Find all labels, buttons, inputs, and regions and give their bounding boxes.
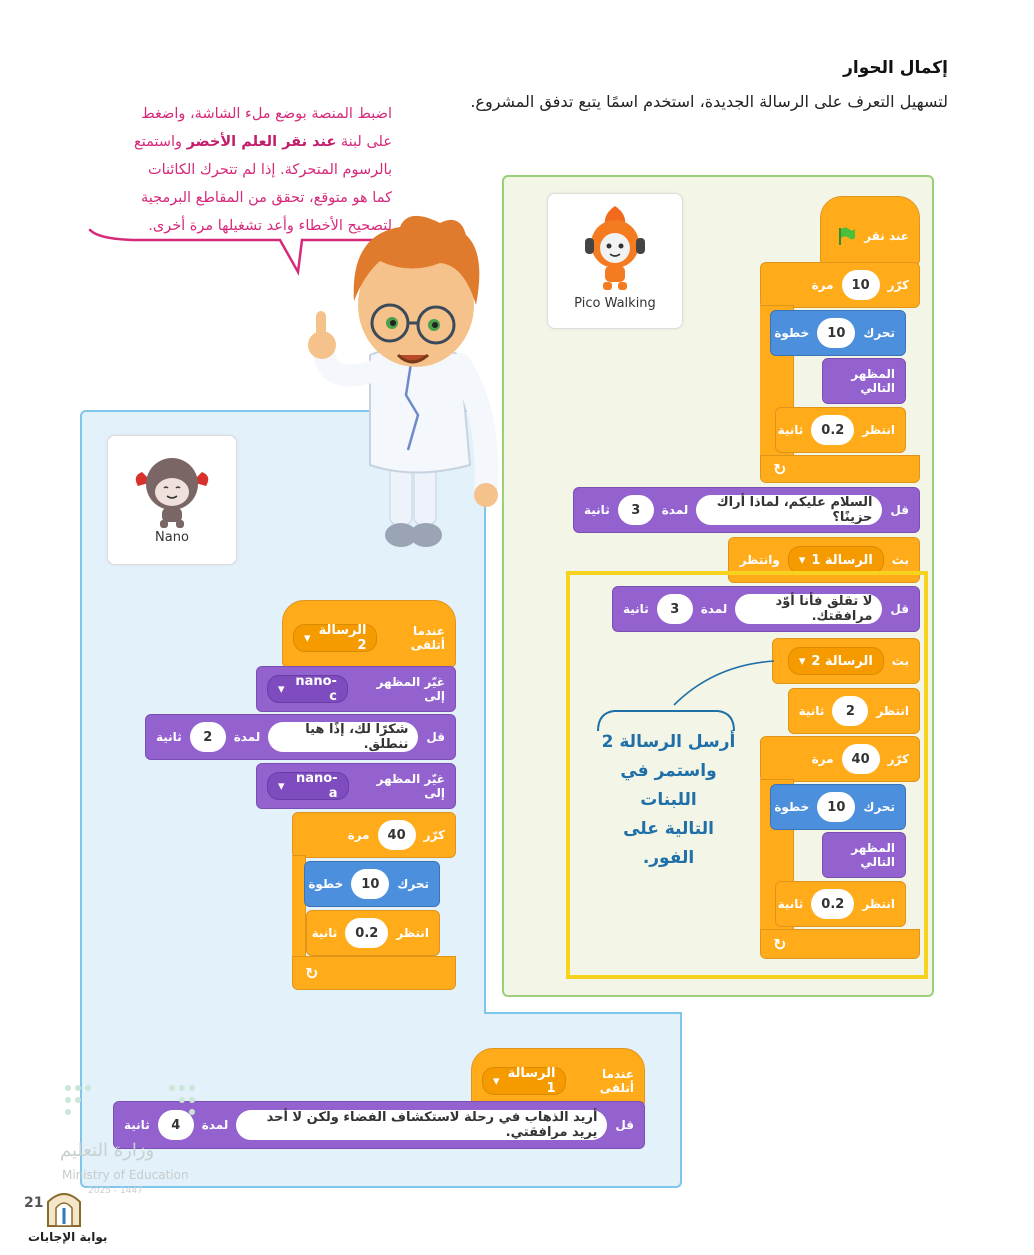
nano-say-for-secs-block-1[interactable]: قل شكرًا لك، إذًا هيا ننطلق. لمدة 2 ثانية	[145, 714, 456, 760]
switch-costume-block-2[interactable]: غيّر المظهر إلى nano-a ▾	[256, 763, 456, 809]
move-steps-block-1[interactable]: تحرك 10 خطوة	[770, 310, 906, 356]
tip-line-5: لتصحيح الأخطاء وأعد تشغيلها مرة أخرى.	[148, 218, 392, 234]
nano-say-text-2[interactable]: أريد الذهاب في رحلة لاستكشاف الفضاء ولكن لا أحد يريد مرافقتي.	[236, 1110, 607, 1140]
boy-character-illustration	[290, 205, 530, 565]
wait-secs-3[interactable]: 0.2	[811, 889, 854, 919]
nano-say-for-secs-block-2[interactable]: قل أريد الذهاب في رحلة لاستكشاف الفضاء ولكن لا أحد يريد مرافقتي. لمدة 4 ثانية	[113, 1101, 645, 1149]
nano-sprite-name: Nano	[155, 530, 189, 545]
tip-line-4: كما هو متوقع، تحقق من المقاطع البرمجية	[140, 190, 392, 206]
chevron-down-icon: ▾	[798, 552, 806, 568]
move-steps-1[interactable]: 10	[817, 318, 855, 348]
nano-repeat-end	[292, 956, 456, 990]
ministry-name-ar: وزارة التعليم	[60, 1140, 155, 1161]
section-description: لتسهيل التعرف على الرسالة الجديدة، استخدم اسمًا يتبع تدفق المشروع.	[470, 92, 948, 111]
section-title: إكمال الحوار	[843, 58, 948, 78]
repeat-block-1[interactable]: كرّر 10 مرة	[760, 262, 920, 308]
nano-sprite-icon	[130, 446, 214, 530]
costume-dropdown-2[interactable]: nano-a ▾	[267, 772, 349, 800]
next-costume-block-1[interactable]: المظهر التالي	[822, 358, 906, 404]
callout-note: أرسل الرسالة 2 واستمر في اللبنات التالية على الفور.	[601, 732, 736, 868]
nano-say-secs-2[interactable]: 4	[158, 1110, 194, 1140]
edition-year: 2025 - 1447	[88, 1186, 143, 1196]
loop-arrow-icon: ↻	[773, 934, 787, 954]
tip-line-3: بالرسوم المتحركة. إذا لم تتحرك الكائنات	[147, 162, 392, 178]
nano-wait-block[interactable]: انتظر 0.2 ثانية	[306, 910, 440, 956]
chevron-down-icon: ▾	[493, 1073, 500, 1089]
costume-dropdown-1[interactable]: nano-c ▾	[267, 675, 348, 703]
receive-message-dropdown-2[interactable]: الرسالة 1 ▾	[482, 1067, 566, 1095]
chevron-down-icon: ▾	[278, 681, 285, 697]
say-for-secs-block-2[interactable]: قل لا تقلق فأنا أوّد مرافقتك. لمدة 3 ثانية	[612, 586, 920, 632]
tip-line-1: اضبط المنصة بوضع ملء الشاشة، واضغط	[141, 106, 392, 122]
chevron-down-icon: ▾	[798, 653, 806, 669]
loop-arrow-icon: ↻	[773, 459, 787, 479]
wait-block-2[interactable]: انتظر 2 ثانية	[788, 688, 920, 734]
pico-sprite-icon	[575, 204, 655, 294]
repeat-end-2	[760, 929, 920, 959]
site-name: بوابة الإجابات	[28, 1230, 108, 1244]
broadcast-message-dropdown-1[interactable]: الرسالة 1 ▾	[788, 546, 884, 574]
move-steps-2[interactable]: 10	[817, 792, 855, 822]
wait-secs-2[interactable]: 2	[832, 696, 868, 726]
loop-arrow-icon: ↻	[305, 963, 319, 983]
say-secs-2[interactable]: 3	[657, 594, 693, 624]
wait-secs-1[interactable]: 0.2	[811, 415, 854, 445]
switch-costume-block-1[interactable]: غيّر المظهر إلى nano-c ▾	[256, 666, 456, 712]
note-callout-line	[594, 655, 784, 735]
answers-portal-logo-icon	[44, 1186, 84, 1228]
say-secs-1[interactable]: 3	[618, 495, 654, 525]
ministry-name-en: Ministry of Education	[62, 1168, 189, 1182]
say-text-1[interactable]: السلام عليكم، لماذا أراك حزينًا؟	[696, 495, 882, 525]
nano-say-secs-1[interactable]: 2	[190, 722, 226, 752]
green-flag-icon	[836, 226, 856, 246]
chevron-down-icon: ▾	[278, 778, 285, 794]
broadcast-message-dropdown-2[interactable]: الرسالة 2 ▾	[788, 647, 884, 675]
repeat-block-2[interactable]: كرّر 40 مرة	[760, 736, 920, 782]
when-i-receive-block-1[interactable]: عندما أتلقى الرسالة 2 ▾	[282, 600, 456, 668]
page-number: 21	[24, 1195, 44, 1211]
repeat-end-1	[760, 455, 920, 483]
nano-move-steps-block[interactable]: تحرك 10 خطوة	[304, 861, 440, 907]
nano-repeat-count[interactable]: 40	[378, 820, 416, 850]
nano-say-text-1[interactable]: شكرًا لك، إذًا هيا ننطلق.	[268, 722, 418, 752]
chevron-down-icon: ▾	[304, 630, 311, 646]
pico-sprite-name: Pico Walking	[574, 296, 656, 311]
nano-repeat-block[interactable]: كرّر 40 مرة	[292, 812, 456, 858]
broadcast-and-wait-block[interactable]: بث الرسالة 1 ▾ وانتظر	[728, 537, 920, 583]
repeat-count-1[interactable]: 10	[842, 270, 880, 300]
nano-move-steps[interactable]: 10	[351, 869, 389, 899]
wait-block-1[interactable]: انتظر 0.2 ثانية	[775, 407, 906, 453]
wait-block-3[interactable]: انتظر 0.2 ثانية	[775, 881, 906, 927]
nano-wait-secs[interactable]: 0.2	[345, 918, 388, 948]
say-for-secs-block-1[interactable]: قل السلام عليكم، لماذا أراك حزينًا؟ لمدة 3 ثانية	[573, 487, 920, 533]
sprite-card-pico[interactable]	[547, 193, 683, 329]
sprite-card-nano[interactable]	[107, 435, 237, 565]
tip-line-2: على لبنة عند نقر العلم الأخضر واستمتع	[133, 134, 392, 150]
when-flag-clicked-block[interactable]: عند نقر	[820, 196, 920, 266]
broadcast-block[interactable]: بث الرسالة 2 ▾	[772, 638, 920, 684]
when-i-receive-block-2[interactable]: عندما أتلقى الرسالة 1 ▾	[471, 1048, 645, 1108]
next-costume-block-2[interactable]: المظهر التالي	[822, 832, 906, 878]
receive-message-dropdown-1[interactable]: الرسالة 2 ▾	[293, 624, 377, 652]
ministry-logo-dots	[62, 1082, 198, 1124]
repeat-count-2[interactable]: 40	[842, 744, 880, 774]
say-text-2[interactable]: لا تقلق فأنا أوّد مرافقتك.	[735, 594, 882, 624]
move-steps-block-2[interactable]: تحرك 10 خطوة	[770, 784, 906, 830]
